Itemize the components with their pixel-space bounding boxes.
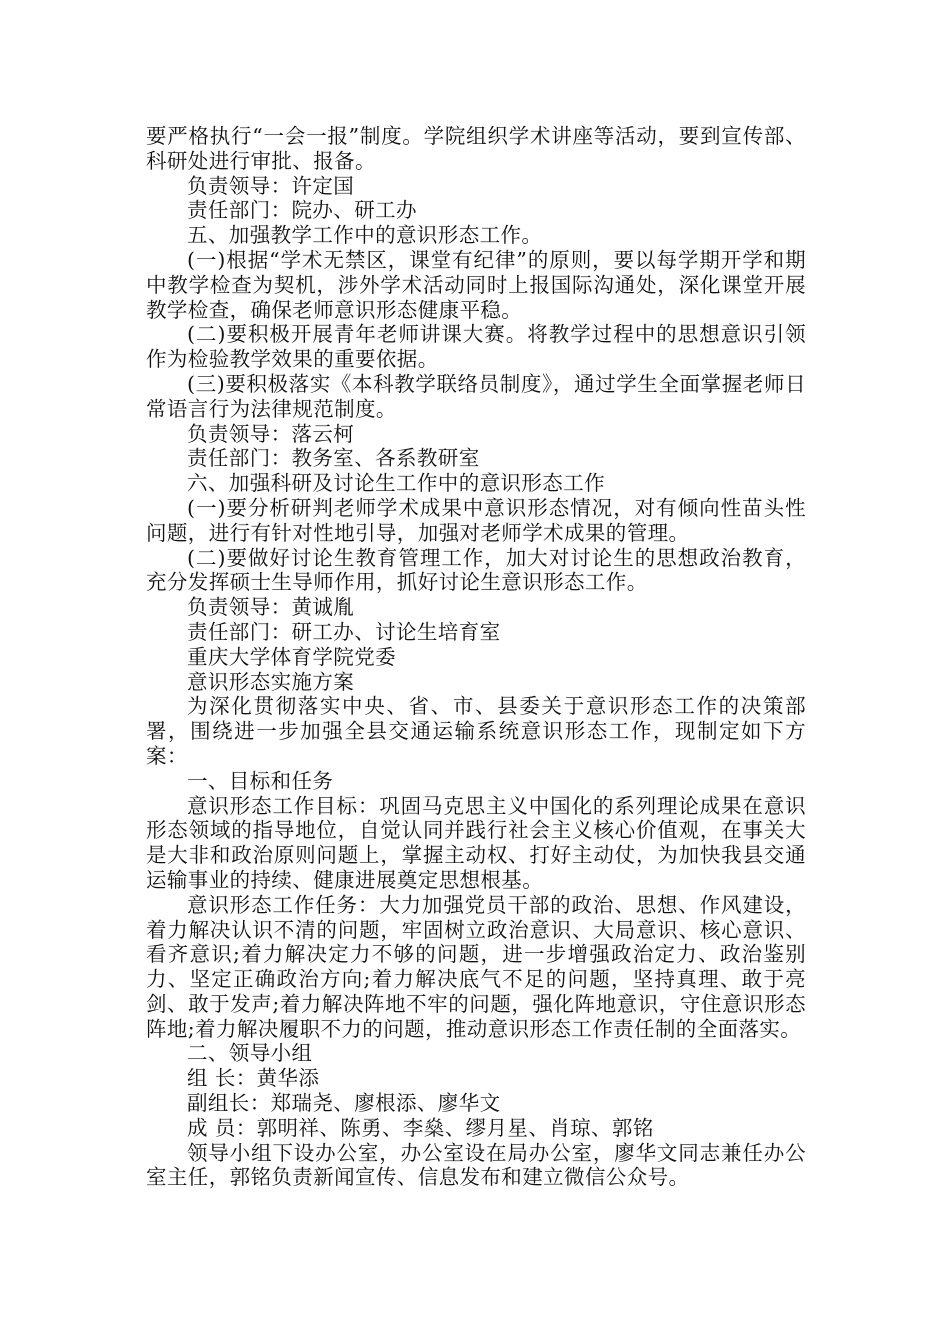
paragraph-group-leader: 组 长：黄华添 [187, 1066, 320, 1091]
paragraph-item: (一)根据“学术无禁区，课堂有纪律”的原则，要以每学期开学和期中教学检查为契机，涉外学术活动同时上报国际沟通处，深化课堂开展教学检查，确保老师意识形态健康平稳。 [146, 247, 806, 322]
paragraph-department: 责任部门：研工办、讨论生培育室 [187, 619, 501, 644]
paragraph-item: (二)要积极开展青年老师讲课大赛。将教学过程中的思想意识引领作为检验教学效果的重要依据。 [146, 322, 806, 372]
paragraph-item: (一)要分析研判老师学术成果中意识形态情况，对有倾向性苗头性问题，进行有针对性地引导，加强对老师学术成果的管理。 [146, 495, 806, 545]
paragraph-members: 成 员：郭明祥、陈勇、李燊、缪月星、肖琼、郭铭 [187, 1115, 654, 1140]
paragraph-item: (三)要积极落实《本科教学联络员制度》，通过学生全面掌握老师日常语言行为法律规范制度。 [146, 371, 806, 421]
section-heading-six: 六、加强科研及讨论生工作中的意识形态工作 [187, 471, 605, 496]
paragraph-department: 责任部门：教务室、各系教研室 [187, 446, 480, 471]
paragraph-organization: 重庆大学体育学院党委 [187, 644, 396, 669]
document-title: 意识形态实施方案 [187, 669, 355, 694]
paragraph-intro: 为深化贯彻落实中央、省、市、县委关于意识形态工作的决策部署，围绕进一步加强全县交通运输系统意识形态工作，现制定如下方案： [146, 694, 806, 768]
paragraph-office: 领导小组下设办公室，办公室设在局办公室，廖华文同志兼任办公室主任，郭铭负责新闻宣传、信息发布和建立微信公众号。 [146, 1140, 806, 1190]
paragraph-item: (二)要做好讨论生教育管理工作，加大对讨论生的思想政治教育，充分发挥硕士生导师作用，抓好讨论生意识形态工作。 [146, 545, 806, 595]
section-heading-one: 一、目标和任务 [187, 768, 334, 793]
paragraph-tasks: 意识形态工作任务：大力加强党员干部的政治、思想、作风建设，着力解决认识不清的问题，牢固树立政治意识、大局意识、核心意识、看齐意识;着力解决定力不够的问题，进一步增强政治定力、政治鉴别力、坚定正确政治方向;着力解决底气不足的问题，坚持真理、敢于亮剑、敢于发声;着力解决阵地不牢的问题，强化阵地意识，守住意识形态阵地;着力解决履职不力的问题，推动意识形态工作责任制的全面落实。 [146, 892, 806, 1041]
paragraph-department: 责任部门：院办、研工办 [187, 198, 417, 223]
paragraph-approval-rule: 要严格执行“一会一报”制度。学院组织学术讲座等活动，要到宣传部、科研处进行审批、报备。 [146, 124, 806, 173]
paragraph-goal: 意识形态工作目标：巩固马克思主义中国化的系列理论成果在意识形态领域的指导地位，自觉认同并践行社会主义核心价值观，在事关大是大非和政治原则问题上，掌握主动权、打好主动仗，为加快我县交通运输事业的持续、健康进展奠定思想根基。 [146, 793, 806, 892]
paragraph-deputy-leader: 副组长：郑瑞尧、廖根添、廖华文 [187, 1091, 501, 1116]
paragraph-leader: 负责领导：黄诚胤 [187, 595, 355, 620]
section-heading-two: 二、领导小组 [187, 1041, 313, 1066]
paragraph-leader: 负责领导：许定国 [187, 173, 355, 198]
document-body [146, 124, 806, 1190]
section-heading-five: 五、加强教学工作中的意识形态工作。 [187, 223, 543, 248]
paragraph-leader: 负责领导：落云柯 [187, 421, 355, 446]
